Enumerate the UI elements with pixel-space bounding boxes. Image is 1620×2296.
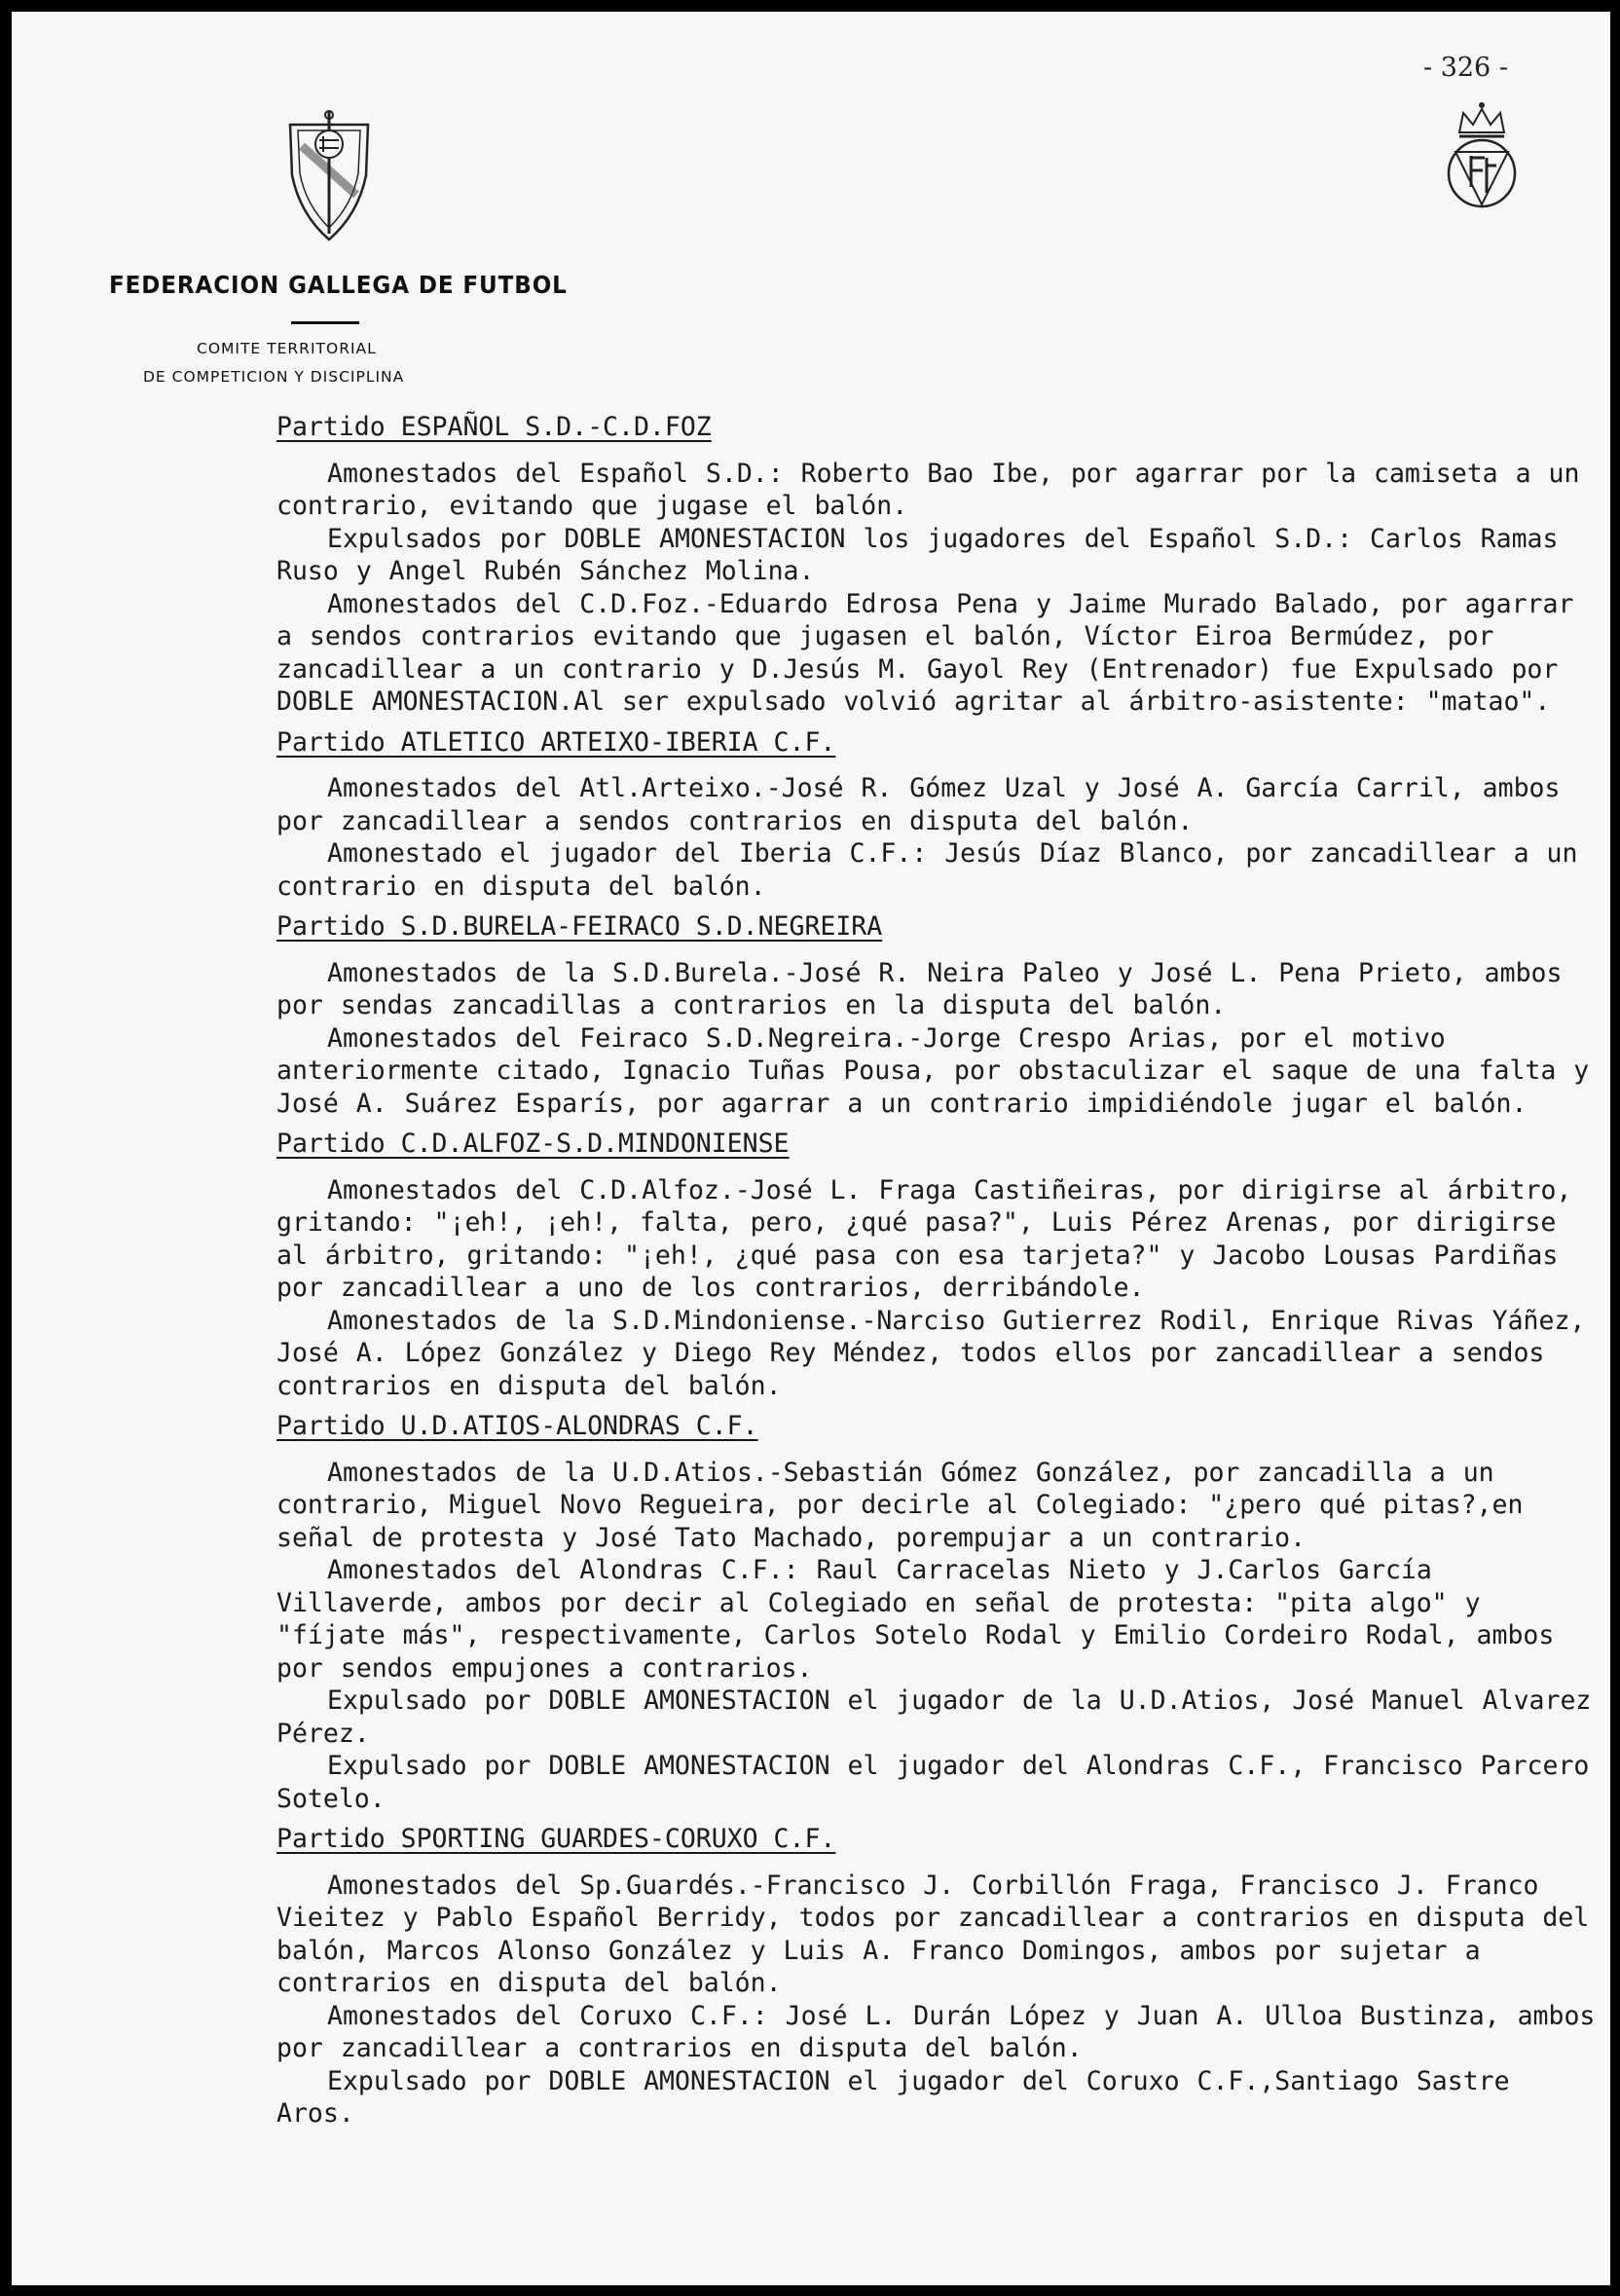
match-section (276, 910, 1601, 1120)
sanction-paragraph: Expulsado por DOBLE AMONESTACION el jugador del Coruxo C.F.,Santiago Sastre Aros. (276, 2065, 1510, 2129)
sanction-paragraph: Expulsados por DOBLE AMONESTACION los jugadores del Español S.D.: Carlos Ramas Ruso y Angel Rubén Sánchez Molina. (276, 523, 1559, 586)
sanction-paragraph: Amonestados del Sp.Guardés.-Francisco J. Corbillón Fraga, Francisco J. Franco Vieitez y Pablo Español Berridy, todos por zancadillear a contrarios en disputa del balón, Marcos Alonso González y Luis A. Franco Domingos, ambos por sujetar a contrarios en disputa del balón. (276, 1870, 1590, 1998)
federation-title: FEDERACION GALLEGA DE FUTBOL (109, 271, 568, 299)
sanction-paragraph: Amonestados del Coruxo C.F.: José L. Durán López y Juan A. Ulloa Bustinza, ambos por zancadillear a contrarios en disputa del balón. (276, 2000, 1596, 2063)
sanction-paragraph: Amonestado el jugador del Iberia C.F.: Jesús Díaz Blanco, por zancadillear a un contrario en disputa del balón. (276, 838, 1578, 902)
match-section (276, 1823, 1601, 2130)
match-section (276, 1410, 1601, 1815)
committee-line-1: COMITE TERRITORIAL (197, 340, 377, 357)
sanction-paragraph: Amonestados del Alondras C.F.: Raul Carracelas Nieto y J.Carlos García Villaverde, ambos por decir al Colegiado en señal de protesta: "pita algo" y "fíjate más", respectivamente, Carlos Sotelo Rodal y Emilio Cordeiro Rodal, ambos por sendos empujones a contrarios. (276, 1555, 1555, 1684)
sanction-paragraph: Amonestados del Español S.D.: Roberto Bao Ibe, por agarrar por la camiseta a un contrario, evitando que jugase el balón. (276, 458, 1580, 521)
crowned-crest-logo (1438, 97, 1526, 214)
match-heading: Partido S.D.BURELA-FEIRACO S.D.NEGREIRA (276, 911, 883, 942)
match-heading: Partido C.D.ALFOZ-S.D.MINDONIENSE (276, 1129, 790, 1159)
sanction-paragraph: Amonestados del Feiraco S.D.Negreira.-Jorge Crespo Arias, por el motivo anteriormente citado, Ignacio Tuñas Pousa, por obstaculizar el saque de una falta y José A. Suárez Esparís, por agarrar a un contrario impidiéndole jugar el balón. (276, 1022, 1590, 1119)
sanction-paragraph: Expulsado por DOBLE AMONESTACION el jugador del Alondras C.F., Francisco Parcero Sotelo. (276, 1751, 1590, 1814)
match-heading: Partido ATLETICO ARTEIXO-IBERIA C.F. (276, 726, 836, 758)
document-body (276, 411, 1601, 2138)
title-divider (291, 321, 359, 324)
committee-line-2: DE COMPETICION Y DISCIPLINA (143, 368, 405, 386)
match-heading: Partido SPORTING GUARDES-CORUXO C.F. (276, 1824, 836, 1854)
page-number: - 326 - (1423, 53, 1508, 83)
sanction-paragraph: Amonestados de la U.D.Atios.-Sebastián Gómez González, por zancadilla a un contrario, Miguel Novo Regueira, por decirle al Colegiado: "¿pero qué pitas?,en señal de protesta y José Tato Machado, porempujar a un contrario. (276, 1457, 1524, 1553)
match-section (276, 726, 1601, 904)
sanction-paragraph: Amonestados del Atl.Arteixo.-José R. Gómez Uzal y José A. García Carril, ambos por zancadillear a sendos contrarios en disputa del balón. (276, 773, 1561, 836)
document-page (12, 12, 1610, 2285)
federation-shield-logo (280, 107, 378, 243)
match-heading: Partido ESPAÑOL S.D.-C.D.FOZ (276, 412, 712, 442)
match-heading: Partido U.D.ATIOS-ALONDRAS C.F. (276, 1411, 758, 1441)
sanction-paragraph: Amonestados de la S.D.Mindoniense.-Narciso Gutierrez Rodil, Enrique Rivas Yáñez, José A. López González y Diego Rey Méndez, todos ellos por zancadillear a sendos contrarios en disputa del balón. (276, 1305, 1586, 1401)
sanction-paragraph: Amonestados del C.D.Alfoz.-José L. Fraga Castiñeiras, por dirigirse al árbitro, gritando: "¡eh!, ¡eh!, falta, pero, ¿qué pasa?", Luis Pérez Arenas, por dirigirse al árbitro, gritando: "¡eh!, ¿qué pasa con esa tarjeta?" y Jacobo Lousas Pardiñas por zancadillear a uno de los contrarios, derribándole. (276, 1174, 1572, 1303)
match-section (276, 411, 1601, 719)
match-section (276, 1128, 1601, 1402)
sanction-paragraph: Expulsado por DOBLE AMONESTACION el jugador de la U.D.Atios, José Manuel Alvarez Pérez. (276, 1685, 1592, 1749)
sanction-paragraph: Amonestados de la S.D.Burela.-José R. Neira Paleo y José L. Pena Prieto, ambos por sendas zancadillas a contrarios en la disputa del balón. (276, 957, 1563, 1020)
sanction-paragraph: Amonestados del C.D.Foz.-Eduardo Edrosa Pena y Jaime Murado Balado, por agarrar a sendos contrarios evitando que jugasen el balón, Víctor Eiroa Bermúdez, por zancadillear a un contrario y D.Jesús M. Gayol Rey (Entrenador) fue Expulsado por DOBLE AMONESTACION.Al ser expulsado volvió agritar al árbitro-asistente: "matao". (276, 588, 1574, 717)
